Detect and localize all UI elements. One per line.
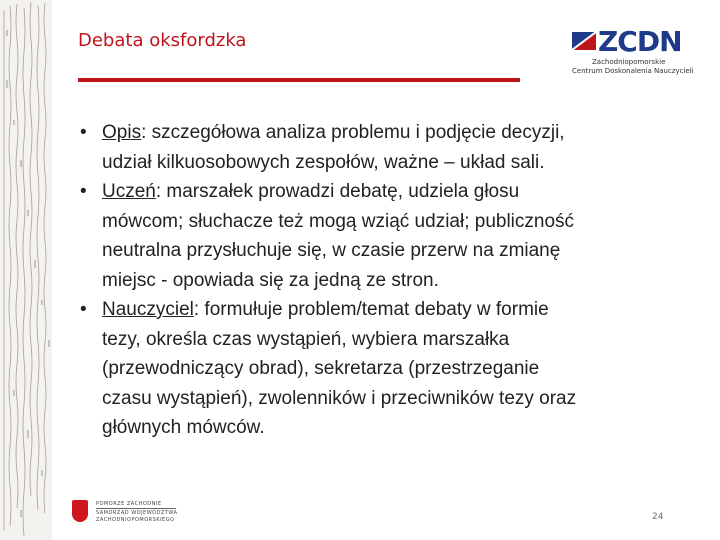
bullet-item-opis bbox=[80, 118, 680, 177]
footer-logo-line-2: SAMORZĄD WOJEWÓDZTWA bbox=[96, 510, 178, 516]
zcdn-logo-text: ZCDN bbox=[598, 25, 682, 58]
title-underline bbox=[78, 78, 520, 82]
bullet-term: Opis bbox=[102, 122, 142, 143]
bullet-text: (przewodniczący obrad), sekretarza (przestrzeganie bbox=[102, 358, 540, 379]
footer-logo-line-1: POMORZE ZACHODNIE bbox=[96, 501, 162, 507]
bullet-text: : marszałek prowadzi debatę, udziela głosu bbox=[155, 181, 520, 202]
bullet-text: głównych mówców. bbox=[102, 417, 265, 438]
bullet-dot: • bbox=[80, 122, 87, 143]
bullet-text: czasu wystąpień), zwolenników i przeciwników tezy oraz bbox=[102, 387, 577, 409]
handwriting-texture bbox=[0, 0, 52, 540]
bullet-term: Nauczyciel bbox=[102, 299, 194, 320]
bullet-text: : szczegółowa analiza problemu i podjęcie decyzji, bbox=[141, 122, 565, 143]
bullet-text: : formułuje problem/temat debaty w formie bbox=[193, 299, 549, 320]
bullet-item-nauczyciel bbox=[80, 295, 680, 443]
bullet-term: Uczeń bbox=[102, 181, 156, 202]
bullet-text: udział kilkuosobowych zespołów, ważne – układ sali. bbox=[102, 151, 545, 173]
bullet-dot: • bbox=[80, 181, 87, 202]
footer-voivodeship-logo bbox=[72, 500, 202, 530]
page-number: 24 bbox=[652, 512, 664, 522]
zcdn-logo bbox=[572, 25, 694, 78]
zcdn-subtitle-2: Centrum Doskonalenia Nauczycieli bbox=[572, 67, 694, 75]
footer-logo-divider bbox=[96, 508, 176, 509]
zcdn-subtitle-1: Zachodniopomorskie bbox=[592, 58, 666, 66]
bullet-item-uczen bbox=[80, 177, 680, 295]
footer-logo-line-3: ZACHODNIOPOMORSKIEGO bbox=[96, 517, 175, 523]
handwritten-document-decoration bbox=[0, 0, 52, 540]
bullet-dot: • bbox=[80, 299, 87, 320]
zcdn-flag-icon bbox=[572, 30, 596, 52]
bullet-text: mówcom; słuchacze też mogą wziąć udział; publiczność bbox=[102, 210, 575, 232]
slide-title: Debata oksfordzka bbox=[78, 30, 247, 51]
griffin-crest-icon bbox=[72, 500, 88, 522]
bullet-text: tezy, określa czas wystąpień, wybiera marszałka bbox=[102, 328, 510, 350]
bullet-text: neutralna przysłuchuje się, w czasie przerw na zmianę bbox=[102, 240, 561, 261]
bullet-list bbox=[80, 118, 680, 443]
bullet-text: miejsc - opowiada się za jedną ze stron. bbox=[102, 269, 439, 291]
